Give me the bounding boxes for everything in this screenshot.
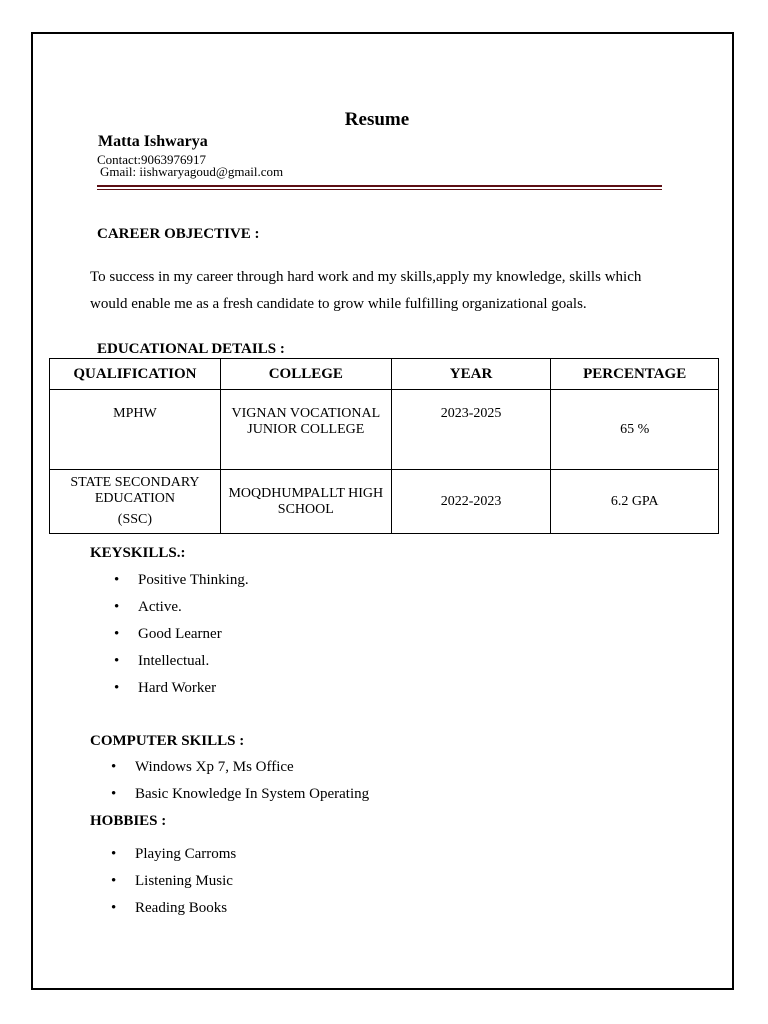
list-item-text: Hard Worker (138, 680, 217, 696)
header-divider-thin (97, 189, 662, 190)
qualification-note: (SSC) (117, 512, 153, 527)
list-item-text: Listening Music (135, 873, 233, 889)
list-item-text: Playing Carroms (135, 846, 237, 862)
bullet-icon: • (111, 759, 117, 775)
table-cell: 2022-2023 (391, 470, 551, 534)
educational-details-heading: EDUCATIONAL DETAILS : (97, 341, 285, 357)
list-item (114, 594, 249, 621)
list-item (111, 868, 236, 895)
education-table (49, 358, 719, 534)
computer-skills-list (111, 754, 369, 808)
bullet-icon: • (114, 653, 120, 669)
list-item-text: Positive Thinking. (138, 572, 249, 588)
contact-number: Contact:9063976917 (97, 152, 207, 167)
hobbies-heading: HOBBIES : (90, 813, 167, 829)
list-item (111, 754, 369, 781)
career-objective-text: To success in my career through hard work and my skills,apply my knowledge, skills which would enable me as a fresh candidate to grow while fulfilling organizational goals. (90, 269, 642, 312)
resume-title: Resume (344, 109, 410, 130)
table-cell: 2023-2025 (391, 390, 551, 470)
bullet-icon: • (114, 626, 120, 642)
list-item-text: Active. (138, 599, 182, 615)
list-item (114, 621, 249, 648)
column-header: COLLEGE (220, 359, 391, 390)
keyskills-heading: KEYSKILLS.: (90, 545, 186, 561)
candidate-name: Matta Ishwarya (98, 133, 208, 150)
list-item-text: Intellectual. (138, 653, 210, 669)
table-row (50, 390, 719, 470)
bullet-icon: • (111, 900, 117, 916)
bullet-icon: • (114, 572, 120, 588)
bullet-icon: • (111, 786, 117, 802)
column-header: QUALIFICATION (50, 359, 221, 390)
table-cell: VIGNAN VOCATIONAL JUNIOR COLLEGE (220, 390, 391, 470)
bullet-icon: • (111, 846, 117, 862)
keyskills-list (114, 567, 249, 702)
column-header: PERCENTAGE (551, 359, 719, 390)
header-divider (97, 185, 662, 187)
table-cell: MPHW (50, 390, 221, 470)
list-item-text: Reading Books (135, 900, 228, 916)
table-cell: 65 % (551, 390, 719, 470)
computer-skills-heading: COMPUTER SKILLS : (90, 733, 245, 749)
list-item (111, 781, 369, 808)
list-item-text: Basic Knowledge In System Operating (135, 786, 370, 802)
list-item-text: Good Learner (138, 626, 222, 642)
list-item (114, 648, 249, 675)
table-cell: MOQDHUMPALLT HIGH SCHOOL (220, 470, 391, 534)
list-item (114, 567, 249, 594)
table-header-row (50, 359, 719, 390)
qualification-text: STATE SECONDARY EDUCATION (70, 475, 200, 506)
bullet-icon: • (114, 599, 120, 615)
list-item (111, 841, 236, 868)
list-item-text: Windows Xp 7, Ms Office (135, 759, 294, 775)
table-cell (50, 470, 221, 534)
email-address: Gmail: iishwaryagoud@gmail.com (100, 164, 284, 179)
list-item (111, 895, 236, 922)
list-item (114, 675, 249, 702)
bullet-icon: • (114, 680, 120, 696)
career-objective-heading: CAREER OBJECTIVE : (97, 226, 260, 242)
hobbies-list (111, 841, 236, 922)
column-header: YEAR (391, 359, 551, 390)
table-cell: 6.2 GPA (551, 470, 719, 534)
table-row (50, 470, 719, 534)
bullet-icon: • (111, 873, 117, 889)
